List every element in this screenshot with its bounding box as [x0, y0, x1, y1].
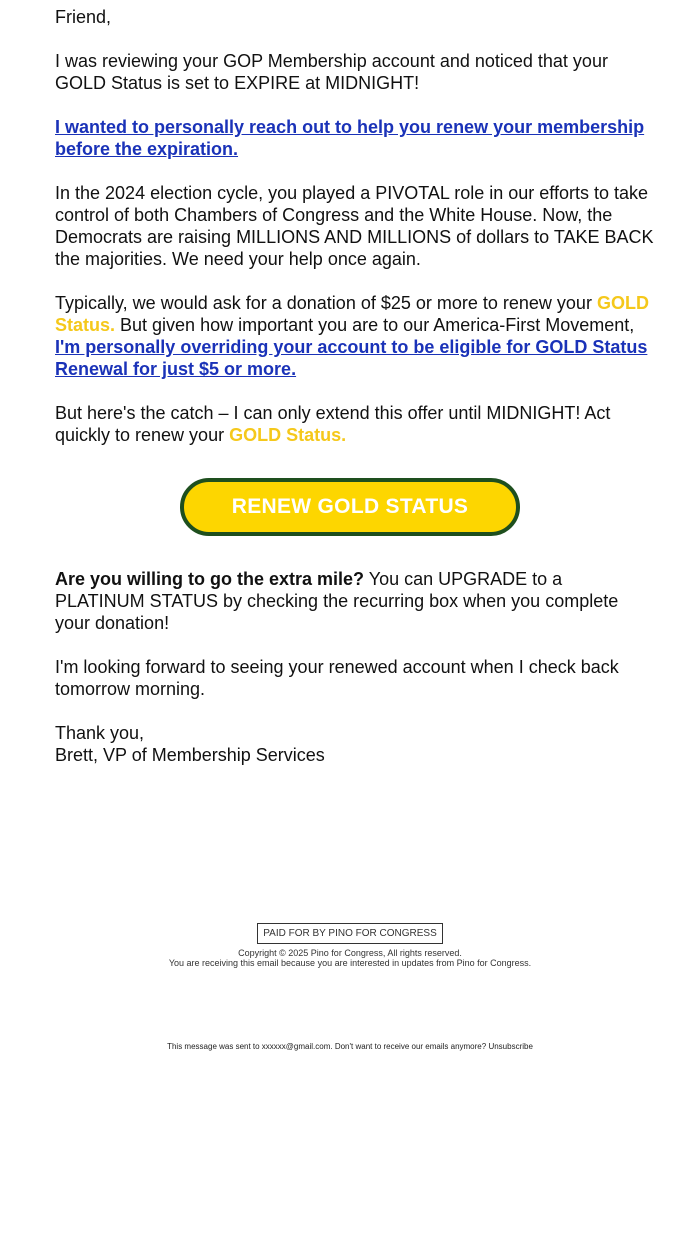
footer [0, 923, 700, 968]
catch-text: But here's the catch – I can only extend this offer until MIDNIGHT! Act quickly to renew your [55, 403, 611, 445]
renew-membership-link[interactable]: I wanted to personally reach out to help you renew your membership before the expiration. [55, 117, 645, 159]
upgrade-text: You can UPGRADE to a PLATINUM STATUS by checking the recurring box when you complete your donation! [55, 569, 619, 633]
paragraph-upgrade [55, 568, 655, 634]
paragraph-looking-forward: I'm looking forward to seeing your renewed account when I check back tomorrow morning. [55, 657, 619, 699]
paragraph-election-cycle: In the 2024 election cycle, you played a PIVOTAL role in our efforts to take control of both Chambers of Congress and the White House. Now, the Democrats are raising MILLIONS AND MILLIONS of dollars to TAKE BACK the majorities. We need your help once again. [55, 183, 654, 269]
upgrade-question: Are you willing to go the extra mile? [55, 569, 365, 589]
signature: Brett, VP of Membership Services [55, 745, 325, 765]
gold-status-highlight: GOLD Status. [55, 293, 649, 335]
signature-block [55, 722, 325, 766]
paragraph-expiration: I was reviewing your GOP Membership account and noticed that your GOLD Status is set to EXPIRE at MIDNIGHT! [55, 51, 608, 93]
paragraph-catch [55, 402, 655, 446]
greeting: Friend, [55, 7, 112, 27]
override-offer-link[interactable]: I'm personally overriding your account to be eligible for GOLD Status Renewal for just $5 or more. [55, 337, 648, 379]
donation-text-b: But given how important you are to our America-First Movement, [115, 315, 635, 335]
closing: Thank you, [55, 723, 145, 743]
paid-for-disclaimer: PAID FOR BY PINO FOR CONGRESS [257, 923, 443, 944]
paragraph-renew-link [55, 116, 655, 160]
email-body-lower [55, 568, 655, 722]
paragraph-donation-offer [55, 292, 655, 380]
subscription-reason: You are receiving this email because you are interested in updates from Pino for Congress. [168, 958, 532, 968]
unsubscribe-link[interactable]: Unsubscribe [488, 1042, 533, 1051]
renew-gold-status-button[interactable]: RENEW GOLD STATUS [180, 478, 520, 536]
sent-to-line [0, 1042, 700, 1052]
email-body [55, 6, 655, 468]
donation-text-a: Typically, we would ask for a donation of $25 or more to renew your [55, 293, 597, 313]
sent-to-text: This message was sent to xxxxxx@gmail.com. Don't want to receive our emails anymore? [167, 1042, 487, 1051]
cta-container [0, 478, 700, 536]
copyright-text: Copyright © 2025 Pino for Congress, All rights reserved. [238, 948, 462, 958]
gold-status-highlight-2: GOLD Status. [229, 425, 347, 445]
